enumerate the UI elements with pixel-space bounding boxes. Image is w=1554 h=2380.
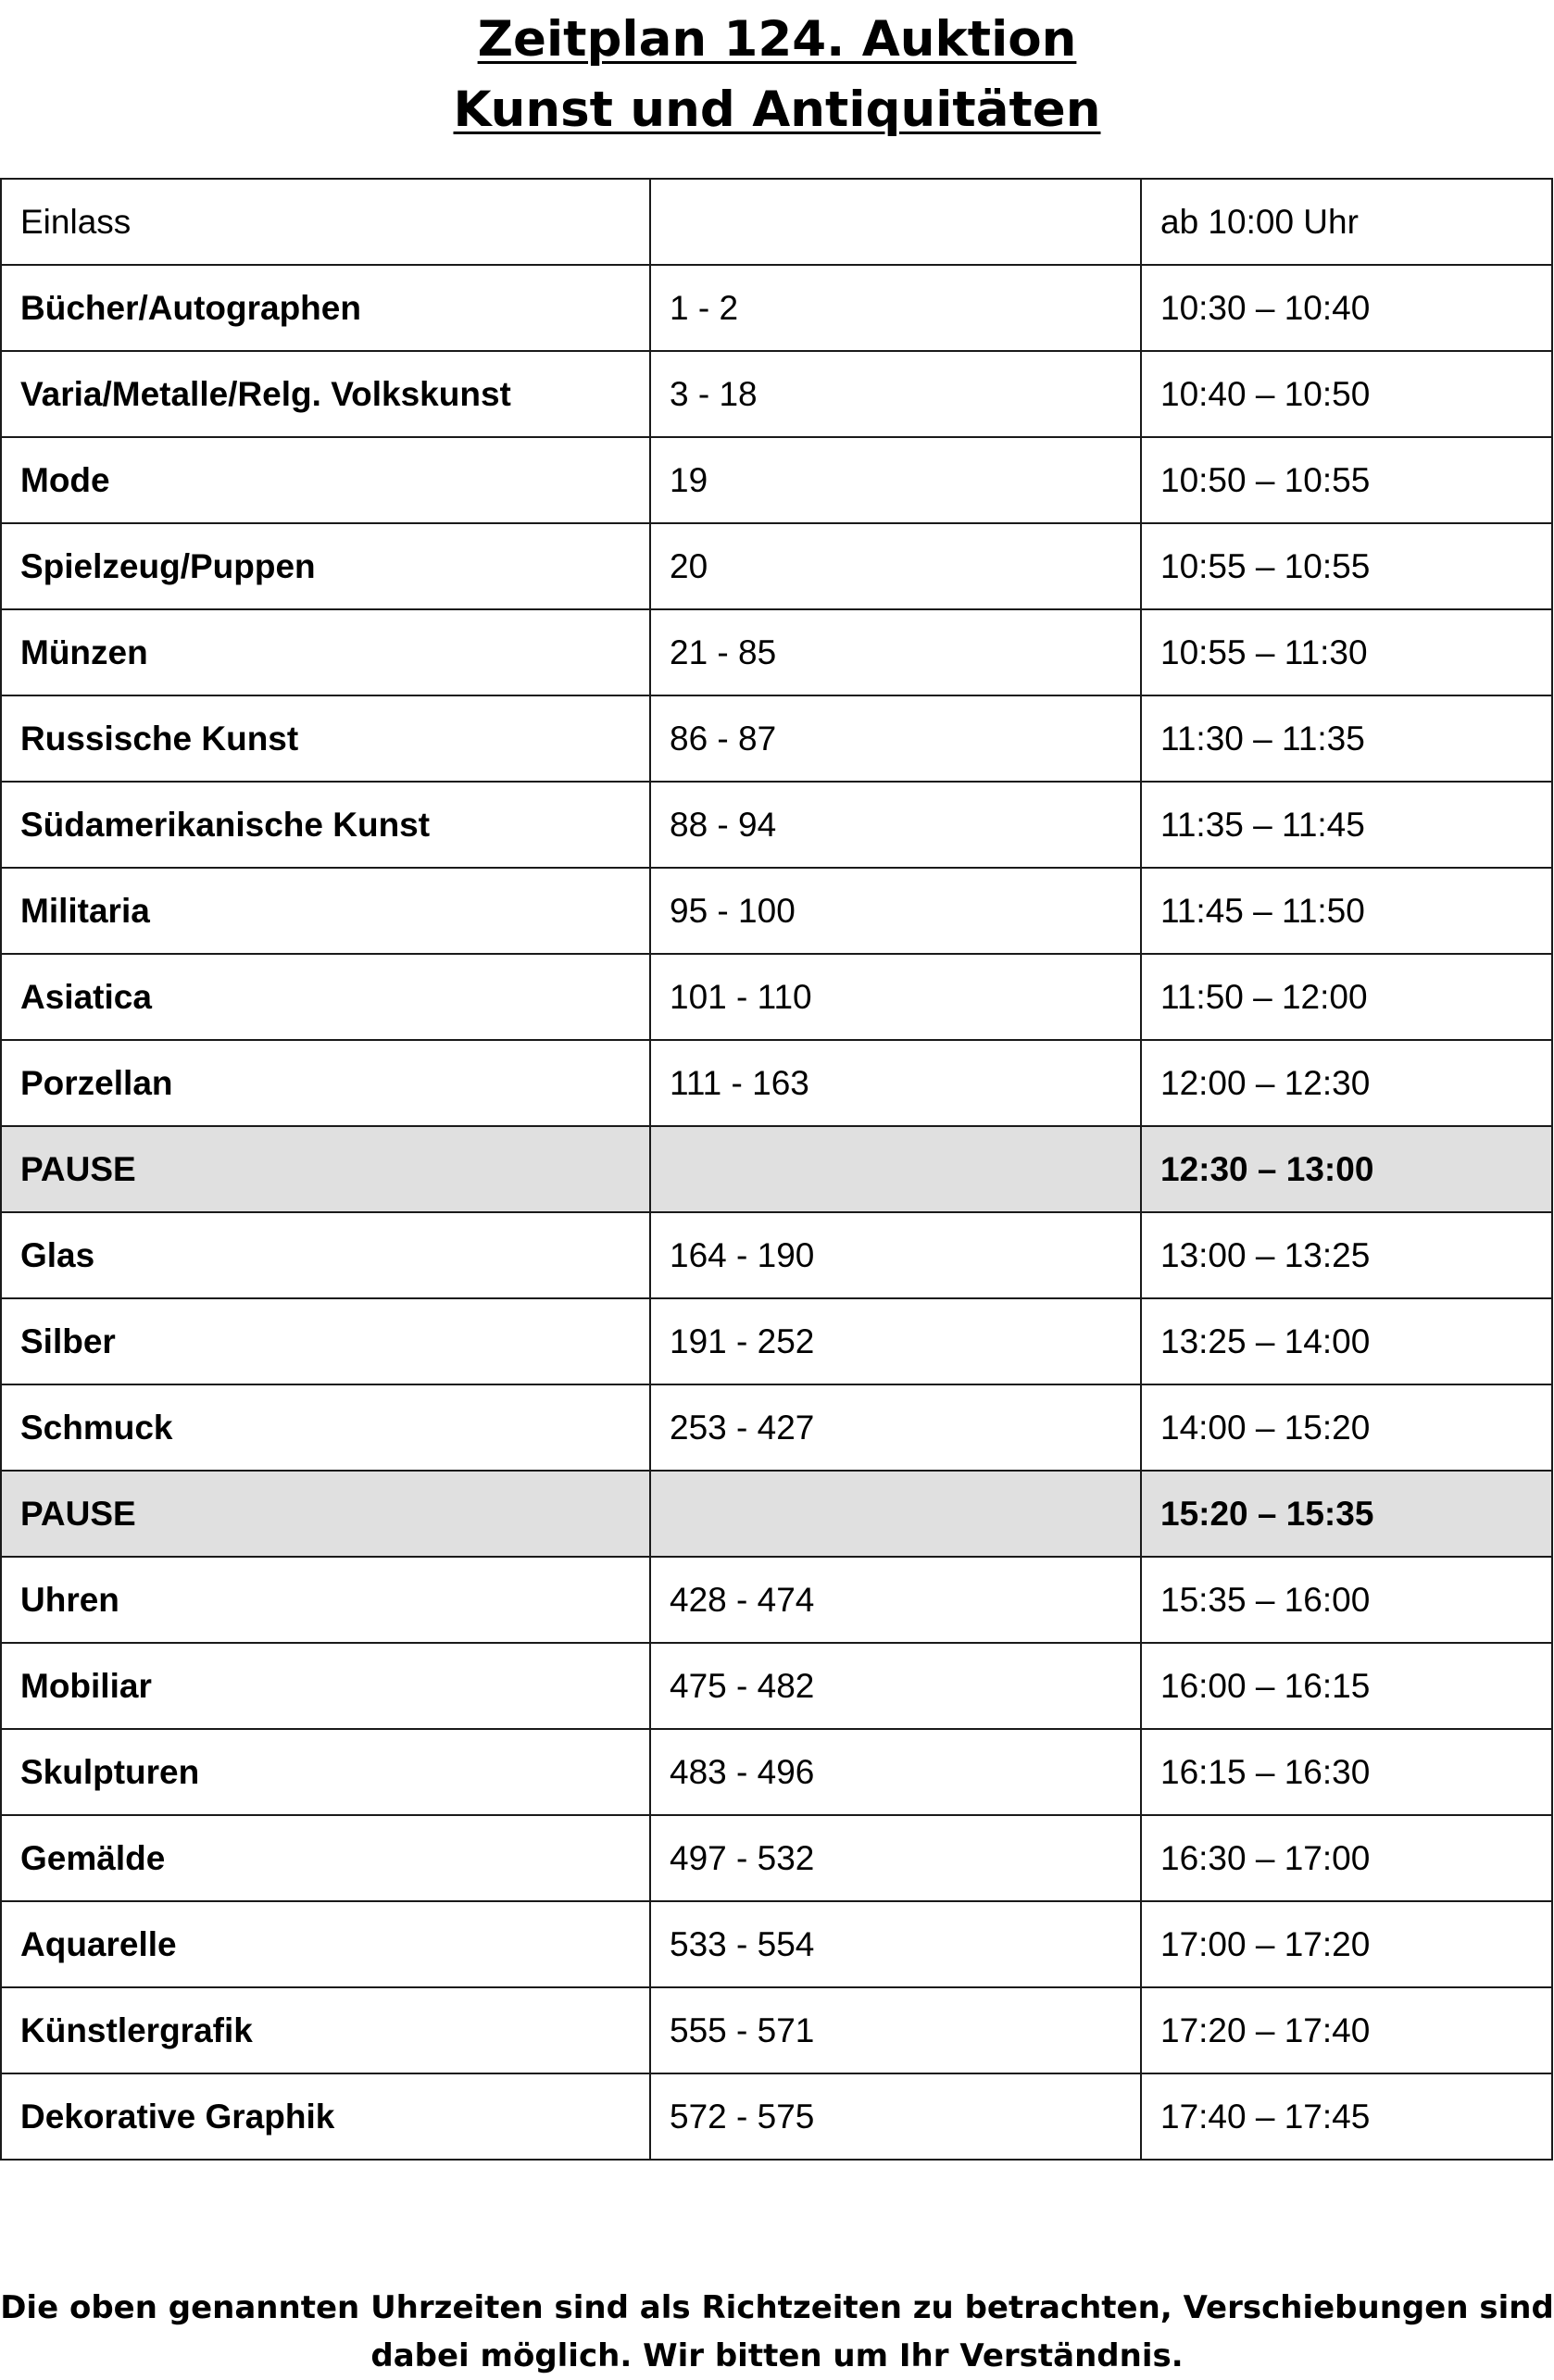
table-row (1, 1298, 1552, 1384)
time-cell: 11:50 – 12:00 (1141, 954, 1552, 1040)
table-row (1, 1901, 1552, 1987)
time-cell: 14:00 – 15:20 (1141, 1384, 1552, 1471)
lot-range-cell: 86 - 87 (650, 695, 1141, 782)
category-cell: Mobiliar (1, 1643, 650, 1729)
pause-row (1, 1126, 1552, 1212)
table-row (1, 1040, 1552, 1126)
time-cell: 11:30 – 11:35 (1141, 695, 1552, 782)
category-cell: Künstlergrafik (1, 1987, 650, 2073)
lot-range-cell (650, 1126, 1141, 1212)
table-row (1, 1384, 1552, 1471)
category-cell: Bücher/Autographen (1, 265, 650, 351)
footer-line-2: dabei möglich. Wir bitten um Ihr Verständnis. (370, 2337, 1184, 2374)
lot-range-cell: 475 - 482 (650, 1643, 1141, 1729)
time-cell: 15:20 – 15:35 (1141, 1471, 1552, 1557)
category-cell: PAUSE (1, 1471, 650, 1557)
footer-note (0, 2284, 1554, 2380)
time-cell: 12:00 – 12:30 (1141, 1040, 1552, 1126)
lot-range-cell: 164 - 190 (650, 1212, 1141, 1298)
time-cell: 10:55 – 11:30 (1141, 609, 1552, 695)
category-cell: Einlass (1, 179, 650, 265)
category-cell: Silber (1, 1298, 650, 1384)
schedule-table (0, 178, 1553, 2161)
lot-range-cell: 533 - 554 (650, 1901, 1141, 1987)
time-cell: 17:40 – 17:45 (1141, 2073, 1552, 2160)
table-row (1, 2073, 1552, 2160)
lot-range-cell: 20 (650, 523, 1141, 609)
time-cell: 16:30 – 17:00 (1141, 1815, 1552, 1901)
table-row (1, 695, 1552, 782)
time-cell: 17:20 – 17:40 (1141, 1987, 1552, 2073)
category-cell: Dekorative Graphik (1, 2073, 650, 2160)
lot-range-cell: 101 - 110 (650, 954, 1141, 1040)
table-row (1, 1212, 1552, 1298)
table-row (1, 782, 1552, 868)
category-cell: Varia/Metalle/Relg. Volkskunst (1, 351, 650, 437)
time-cell: 11:45 – 11:50 (1141, 868, 1552, 954)
lot-range-cell (650, 1471, 1141, 1557)
lot-range-cell: 19 (650, 437, 1141, 523)
time-cell: 12:30 – 13:00 (1141, 1126, 1552, 1212)
lot-range-cell: 88 - 94 (650, 782, 1141, 868)
table-row (1, 609, 1552, 695)
lot-range-cell: 21 - 85 (650, 609, 1141, 695)
lot-range-cell: 483 - 496 (650, 1729, 1141, 1815)
table-row (1, 265, 1552, 351)
lot-range-cell: 428 - 474 (650, 1557, 1141, 1643)
time-cell: 13:00 – 13:25 (1141, 1212, 1552, 1298)
lot-range-cell: 191 - 252 (650, 1298, 1141, 1384)
lot-range-cell: 1 - 2 (650, 265, 1141, 351)
time-cell: ab 10:00 Uhr (1141, 179, 1552, 265)
category-cell: Russische Kunst (1, 695, 650, 782)
lot-range-cell: 3 - 18 (650, 351, 1141, 437)
category-cell: Münzen (1, 609, 650, 695)
time-cell: 10:40 – 10:50 (1141, 351, 1552, 437)
time-cell: 10:30 – 10:40 (1141, 265, 1552, 351)
lot-range-cell: 555 - 571 (650, 1987, 1141, 2073)
time-cell: 10:55 – 10:55 (1141, 523, 1552, 609)
category-cell: Schmuck (1, 1384, 650, 1471)
category-cell: Porzellan (1, 1040, 650, 1126)
table-row (1, 1815, 1552, 1901)
category-cell: Glas (1, 1212, 650, 1298)
time-cell: 17:00 – 17:20 (1141, 1901, 1552, 1987)
pause-row (1, 1471, 1552, 1557)
lot-range-cell: 497 - 532 (650, 1815, 1141, 1901)
lot-range-cell: 111 - 163 (650, 1040, 1141, 1126)
category-cell: Militaria (1, 868, 650, 954)
time-cell: 11:35 – 11:45 (1141, 782, 1552, 868)
table-row (1, 1557, 1552, 1643)
category-cell: Aquarelle (1, 1901, 650, 1987)
lot-range-cell: 253 - 427 (650, 1384, 1141, 1471)
time-cell: 10:50 – 10:55 (1141, 437, 1552, 523)
table-row (1, 179, 1552, 265)
time-cell: 15:35 – 16:00 (1141, 1557, 1552, 1643)
title-line-2: Kunst und Antiquitäten (453, 81, 1101, 138)
category-cell: PAUSE (1, 1126, 650, 1212)
table-row (1, 1643, 1552, 1729)
table-row (1, 351, 1552, 437)
table-row (1, 1729, 1552, 1815)
table-row (1, 954, 1552, 1040)
table-row (1, 437, 1552, 523)
category-cell: Uhren (1, 1557, 650, 1643)
footer-line-1: Die oben genannten Uhrzeiten sind als Richtzeiten zu betrachten, Verschiebungen sind (0, 2289, 1554, 2326)
table-row (1, 523, 1552, 609)
lot-range-cell (650, 179, 1141, 265)
category-cell: Skulpturen (1, 1729, 650, 1815)
category-cell: Mode (1, 437, 650, 523)
schedule-body (1, 179, 1552, 2160)
time-cell: 13:25 – 14:00 (1141, 1298, 1552, 1384)
lot-range-cell: 95 - 100 (650, 868, 1141, 954)
time-cell: 16:00 – 16:15 (1141, 1643, 1552, 1729)
category-cell: Spielzeug/Puppen (1, 523, 650, 609)
category-cell: Asiatica (1, 954, 650, 1040)
category-cell: Südamerikanische Kunst (1, 782, 650, 868)
category-cell: Gemälde (1, 1815, 650, 1901)
table-row (1, 868, 1552, 954)
page-title (0, 0, 1554, 145)
time-cell: 16:15 – 16:30 (1141, 1729, 1552, 1815)
lot-range-cell: 572 - 575 (650, 2073, 1141, 2160)
title-line-1: Zeitplan 124. Auktion (477, 11, 1077, 68)
table-row (1, 1987, 1552, 2073)
